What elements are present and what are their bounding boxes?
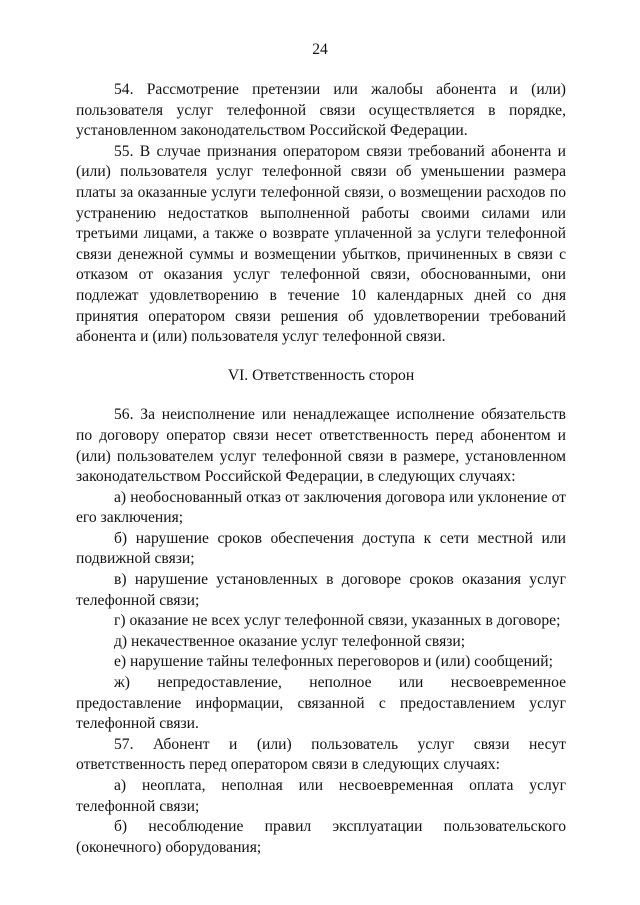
paragraph-56: 56. За неисполнение или ненадлежащее исполнение обязательств по договору оператор связи несет ответственность перед абонентом и (или) пользователем услуг телефонной связи в размере, установленном законодательством Российской Федерации, в следующих случаях:	[76, 406, 566, 486]
paragraph-54: 54. Рассмотрение претензии или жалобы абонента и (или) пользователя услуг телефонной связи осуществляется в порядке, установленном законодательством Российской Федерации.	[76, 81, 566, 140]
list-item-56-v: в) нарушение установленных в договоре сроков оказания услуг телефонной связи;	[76, 571, 566, 609]
list-item-56-d: д) некачественное оказание услуг телефонной связи;	[114, 632, 466, 650]
paragraph-55: 55. В случае признания оператором связи требований абонента и (или) пользователя услуг телефонной связи об уменьшении размера платы за оказанные услуги телефонной связи, о возмещении расходов по устранению недостатков выполненной работы своими силами или третьими лицами, а также о возврате уплаченной за услуги телефонной связи денежной суммы и возмещении убытков, причиненных в связи с отказом от оказания услуг телефонной связи, обоснованными, они подлежат удовлетворению в течение 10 календарных дней со дня принятия оператором связи решения об удовлетворении требований абонента и (или) пользователя услуг телефонной связи.	[76, 142, 566, 346]
list-item-56-e: е) нарушение тайны телефонных переговоров и (или) сообщений;	[114, 653, 553, 671]
list-item-56-a: а) необоснованный отказ от заключения договора или уклонение от его заключения;	[76, 488, 566, 527]
list-item-57-a: а) неоплата, неполная или несвоевременная оплата услуг телефонной связи;	[76, 777, 566, 815]
list-item-56-b: б) нарушение сроков обеспечения доступа к сети местной или подвижной связи;	[76, 529, 566, 568]
list-item-57-b: б) несоблюдение правил эксплуатации пользовательского (оконечного) оборудования;	[76, 818, 566, 856]
page-number: 24	[312, 41, 328, 58]
paragraph-57: 57. Абонент и (или) пользователь услуг связи несут ответственность перед оператором связи в следующих случаях:	[76, 735, 566, 774]
list-item-56-zh: ж) непредоставление, неполное или несвоевременное предоставление информации, связанной с предоставлением услуг телефонной связи.	[76, 674, 566, 733]
section-heading: VI. Ответственность сторон	[227, 366, 415, 384]
list-item-56-g: г) оказание не всех услуг телефонной связи, указанных в договоре;	[114, 612, 561, 630]
document-body	[76, 80, 566, 858]
